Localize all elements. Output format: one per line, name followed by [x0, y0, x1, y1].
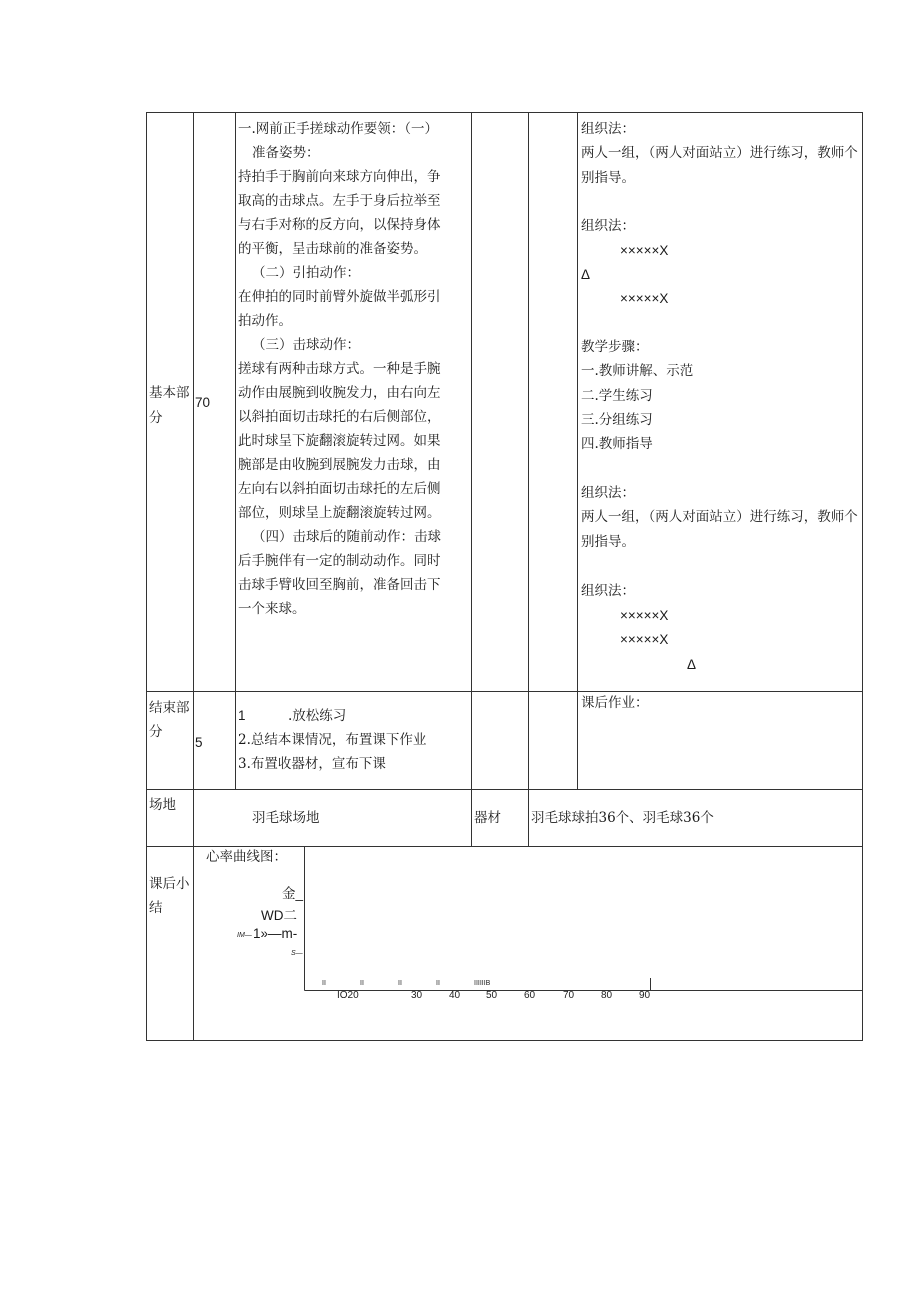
ending-label-1: 结束部 — [149, 700, 190, 716]
y-mark: 1»—m- — [253, 926, 298, 941]
teacher-delta-icon: Δ — [687, 657, 697, 672]
content-line: （二）引拍动作： — [252, 265, 360, 281]
x-label: 70 — [563, 990, 575, 1001]
venue-value: 羽毛球场地 — [252, 810, 320, 826]
ending-item-number: 1 — [238, 708, 246, 723]
venue-label: 场地 — [149, 797, 176, 813]
content-line: 持拍手于胸前向来球方向伸出，争 — [238, 169, 441, 185]
org-title: 组织法： — [581, 583, 635, 599]
content-line: 部位，则球呈上旋翻滚旋转过网。 — [238, 505, 441, 521]
steps-title: 教学步骤： — [581, 339, 649, 355]
org-text: 两人一组，（两人对面站立）进行练习，教师个别指导。 — [581, 145, 858, 186]
org-title: 组织法： — [581, 485, 635, 501]
x-label: IO20 — [337, 990, 359, 1001]
homework-label: 课后作业： — [581, 695, 649, 711]
org-text: 两人一组，（两人对面站立）进行练习，教师个别指导。 — [581, 509, 858, 550]
y-mark-small: S— — [291, 950, 303, 957]
y-mark-small: IM— — [237, 932, 252, 939]
content-line: 与右手对称的反方向，以保持身体 — [238, 217, 441, 233]
formation-row: ×××××X — [620, 608, 669, 623]
summary-label-2: 结 — [149, 900, 163, 916]
tick-mark: II — [360, 980, 364, 987]
content-line: 在伸拍的同时前臂外旋做半弧形引 — [238, 289, 441, 305]
content-line: 以斜拍面切击球托的右后侧部位， — [238, 409, 441, 425]
content-line: 动作由展腕到收腕发力，由右向左 — [238, 385, 441, 401]
step-item: 一.教师讲解、示范 — [581, 363, 694, 379]
tick-mark: IIIIIIB — [474, 980, 491, 987]
formation-row: ×××××X — [620, 632, 669, 647]
content-line: （三）击球动作： — [252, 337, 360, 353]
chart-title: 心率曲线图： — [206, 849, 287, 865]
step-item: 三.分组练习 — [581, 412, 653, 428]
x-label: 60 — [524, 990, 536, 1001]
content-line: 腕部是由收腕到展腕发力击球，由 — [238, 457, 441, 473]
y-mark: WD二 — [261, 908, 297, 923]
formation-row: ×××××X — [620, 243, 669, 258]
x-label: 90 — [639, 990, 651, 1001]
content-line: 搓球有两种击球方式。一种是手腕 — [238, 361, 441, 377]
teacher-delta-icon: Δ — [581, 267, 591, 282]
ending-item: 2.总结本课情况，布置课下作业 — [238, 732, 427, 748]
content-line: 此时球呈下旋翻滚旋转过网。如果 — [238, 433, 441, 449]
x-label: 30 — [411, 990, 423, 1001]
y-mark: 金_ — [282, 886, 304, 901]
equipment-label: 器材 — [474, 810, 501, 826]
step-item: 四.教师指导 — [581, 436, 653, 452]
content-line: 左向右以斜拍面切击球托的左后侧 — [238, 481, 441, 497]
content-line: （四）击球后的随前动作：击球 — [252, 529, 441, 545]
content-line: 击球手臂收回至胸前，准备回击下 — [238, 577, 441, 593]
basic-label: 基本部 分 — [149, 385, 190, 426]
tick-mark: II — [398, 980, 402, 987]
content-line: 一个来球。 — [238, 601, 306, 617]
content-line: 准备姿势： — [252, 145, 320, 161]
content-line: 取高的击球点。左手于身后拉举至 — [238, 193, 441, 209]
x-label: 40 — [449, 990, 461, 1001]
content-line: 一.网前正手搓球动作要领：（一） — [238, 121, 439, 137]
tick-mark: II — [436, 980, 440, 987]
content-line: 的平衡，呈击球前的准备姿势。 — [238, 241, 427, 257]
ending-item: .放松练习 — [288, 708, 347, 724]
step-item: 二.学生练习 — [581, 388, 653, 404]
basic-minutes: 70 — [195, 395, 211, 410]
content-line: 拍动作。 — [238, 313, 292, 329]
ending-label-2: 分 — [149, 724, 163, 740]
ending-item: 3.布置收器材，宣布下课 — [238, 756, 386, 772]
tick-mark: II — [322, 980, 326, 987]
ending-minutes: 5 — [195, 735, 203, 750]
formation-row: ×××××X — [620, 291, 669, 306]
x-label: 50 — [486, 990, 498, 1001]
org-title: 组织法： — [581, 218, 635, 234]
equipment-value: 羽毛球球拍36个、羽毛球36个 — [531, 810, 714, 826]
summary-label-1: 课后小 — [149, 876, 190, 892]
content-line: 后手腕伴有一定的制动动作。同时 — [238, 553, 441, 569]
x-label: 80 — [601, 990, 613, 1001]
org-title: 组织法： — [581, 121, 635, 137]
